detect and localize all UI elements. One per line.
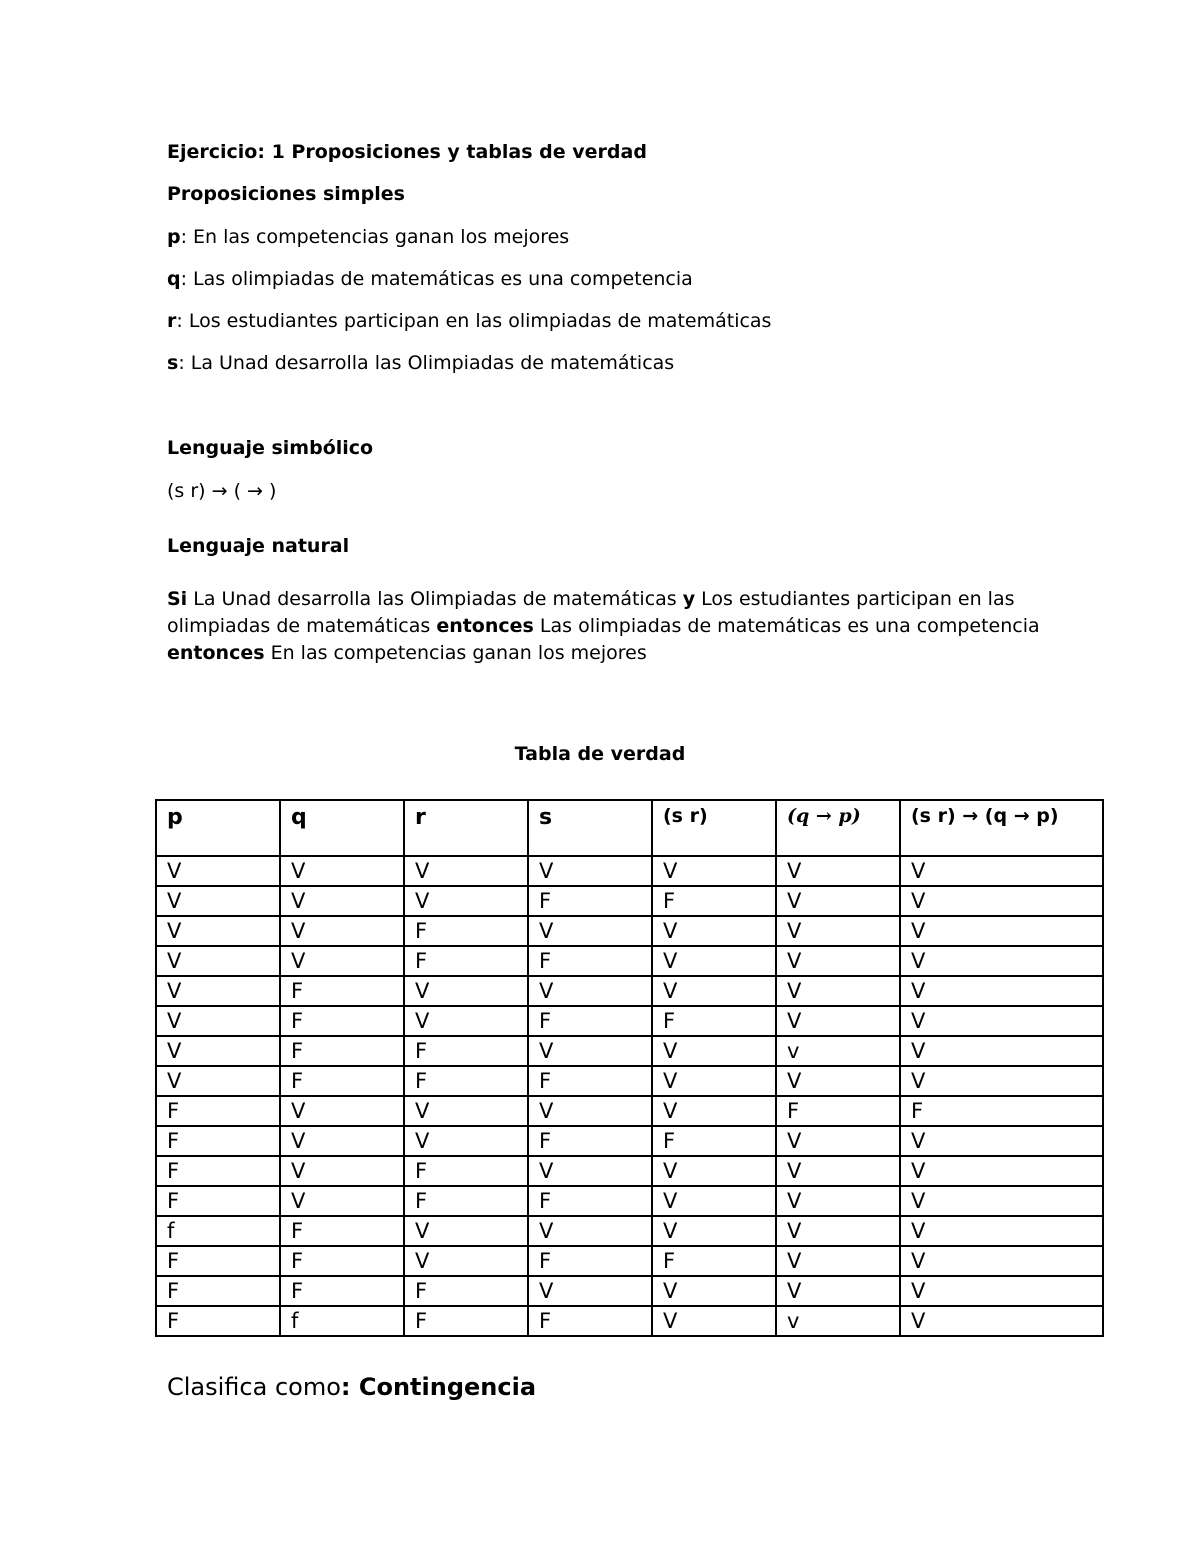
truth-table-header-row [156,800,1103,856]
table-cell: V [776,1276,900,1306]
proposition-text: : Los estudiantes participan en las olimpiadas de matemáticas [176,310,772,332]
table-cell: F [528,1186,652,1216]
table-cell: F [280,976,404,1006]
table-cell: F [156,1186,280,1216]
table-cell: V [776,1216,900,1246]
table-cell: F [404,1276,528,1306]
table-cell: F [404,1186,528,1216]
truth-table-body [156,856,1103,1336]
proposition-var: r [167,310,177,332]
proposition-s [167,352,674,374]
proposition-text: : En las competencias ganan los mejores [180,226,570,248]
table-cell: V [900,976,1103,1006]
symbolic-language-heading: Lenguaje simbólico [167,437,374,459]
table-cell: F [404,1036,528,1066]
table-cell: F [280,1036,404,1066]
table-row [156,916,1103,946]
table-cell: V [900,946,1103,976]
table-cell: V [900,886,1103,916]
column-header-s-and-r: (s r) [652,800,776,856]
table-row [156,1036,1103,1066]
table-cell: F [528,1066,652,1096]
natural-connective: y [682,588,696,610]
table-cell: V [900,856,1103,886]
proposition-text: : La Unad desarrolla las Olimpiadas de matemáticas [178,352,675,374]
table-cell: V [528,916,652,946]
column-header-p: p [156,800,280,856]
table-cell: V [900,1066,1103,1096]
table-cell: F [652,1246,776,1276]
table-cell: V [280,1096,404,1126]
table-cell: V [652,1156,776,1186]
table-cell: F [156,1246,280,1276]
natural-language-heading: Lenguaje natural [167,535,350,557]
table-cell: V [528,976,652,1006]
table-cell: V [652,946,776,976]
proposition-q [167,268,693,290]
table-cell: V [652,976,776,1006]
table-cell: F [528,1126,652,1156]
table-row [156,886,1103,916]
table-cell: F [156,1096,280,1126]
table-cell: V [404,1216,528,1246]
table-cell: V [280,916,404,946]
table-cell: V [652,1036,776,1066]
table-cell: V [652,856,776,886]
table-cell: F [404,946,528,976]
table-cell: V [528,1036,652,1066]
natural-language-paragraph [167,586,1047,667]
table-cell: V [528,1156,652,1186]
table-cell: F [280,1246,404,1276]
table-cell: V [900,1246,1103,1276]
table-cell: V [776,1186,900,1216]
table-cell: V [652,1306,776,1336]
column-header-q: q [280,800,404,856]
table-cell: F [776,1096,900,1126]
table-cell: V [404,976,528,1006]
classification-label: Clasifica como [167,1373,341,1401]
natural-connective: Si [167,588,188,610]
table-cell: V [528,1216,652,1246]
table-cell: V [900,1276,1103,1306]
table-cell: V [528,856,652,886]
proposition-var: q [167,268,181,290]
table-cell: V [156,1006,280,1036]
table-cell: F [404,1306,528,1336]
table-cell: F [528,946,652,976]
table-cell: V [404,886,528,916]
natural-connective: entonces [167,642,265,664]
table-cell: F [900,1096,1103,1126]
table-cell: V [280,856,404,886]
proposition-var: p [167,226,181,248]
table-cell: V [776,1006,900,1036]
table-cell: V [156,886,280,916]
table-cell: F [404,1156,528,1186]
table-cell: V [652,1096,776,1126]
table-cell: V [404,1246,528,1276]
classification-value: : Contingencia [340,1373,537,1401]
table-cell: V [776,1246,900,1276]
table-row [156,1096,1103,1126]
table-cell: V [652,1066,776,1096]
table-row [156,1066,1103,1096]
table-cell: V [156,856,280,886]
table-cell: V [156,976,280,1006]
table-cell: F [652,1006,776,1036]
table-cell: V [900,916,1103,946]
column-header-full-expression: (s r) → (q → p) [900,800,1103,856]
proposition-text: : Las olimpiadas de matemáticas es una competencia [180,268,693,290]
table-cell: V [652,916,776,946]
table-cell: F [652,1126,776,1156]
proposition-var: s [167,352,179,374]
table-row [156,1306,1103,1336]
table-cell: V [404,1006,528,1036]
table-row [156,1186,1103,1216]
table-cell: F [280,1216,404,1246]
table-cell: f [280,1306,404,1336]
table-row [156,976,1103,1006]
table-row [156,946,1103,976]
table-cell: V [280,1156,404,1186]
table-cell: F [280,1006,404,1036]
table-cell: V [156,946,280,976]
table-cell: v [776,1306,900,1336]
table-row [156,856,1103,886]
table-cell: V [776,856,900,886]
table-row [156,1006,1103,1036]
table-cell: V [776,1126,900,1156]
table-row [156,1126,1103,1156]
table-cell: V [280,946,404,976]
column-header-q-implies-p: (q → p) [776,800,900,856]
table-cell: F [528,1246,652,1276]
table-cell: V [156,916,280,946]
table-cell: F [156,1156,280,1186]
table-cell: f [156,1216,280,1246]
natural-connective: entonces [436,615,534,637]
classification [167,1373,536,1401]
table-cell: V [900,1216,1103,1246]
table-cell: V [776,1066,900,1096]
table-cell: V [280,1126,404,1156]
table-cell: F [652,886,776,916]
table-cell: V [776,1156,900,1186]
table-cell: V [280,1186,404,1216]
table-row [156,1276,1103,1306]
document-title: Ejercicio: 1 Proposiciones y tablas de verdad [167,141,647,163]
table-cell: V [404,1096,528,1126]
table-cell: V [776,886,900,916]
truth-table-title: Tabla de verdad [514,743,686,765]
table-cell: F [528,1006,652,1036]
natural-text: La Unad desarrolla las Olimpiadas de matemáticas [187,588,683,610]
proposition-r [167,310,771,332]
natural-text: En las competencias ganan los mejores [264,642,647,664]
proposition-p [167,226,569,248]
natural-text: Los estudiantes participan en las olimpiadas de matemáticas [167,588,1015,637]
table-cell: V [900,1186,1103,1216]
column-header-r: r [404,800,528,856]
truth-table [155,799,1104,1337]
table-row [156,1156,1103,1186]
symbolic-expression: (s r) → ( → ) [167,480,277,502]
table-cell: V [156,1036,280,1066]
table-cell: V [900,1156,1103,1186]
table-cell: F [156,1126,280,1156]
natural-text: Las olimpiadas de matemáticas es una competencia [533,615,1040,637]
table-cell: F [528,886,652,916]
table-cell: F [280,1276,404,1306]
table-cell: V [776,946,900,976]
table-cell: V [776,976,900,1006]
table-cell: F [528,1306,652,1336]
table-cell: F [156,1276,280,1306]
table-cell: V [404,1126,528,1156]
simple-propositions-heading: Proposiciones simples [167,183,405,205]
table-cell: V [652,1276,776,1306]
table-cell: F [156,1306,280,1336]
table-cell: V [652,1216,776,1246]
table-cell: V [776,916,900,946]
table-cell: V [652,1186,776,1216]
table-cell: v [776,1036,900,1066]
table-cell: F [280,1066,404,1096]
table-cell: V [900,1126,1103,1156]
table-cell: V [900,1306,1103,1336]
table-row [156,1216,1103,1246]
table-cell: F [404,916,528,946]
table-cell: V [156,1066,280,1096]
table-cell: V [528,1096,652,1126]
table-cell: V [280,886,404,916]
table-cell: V [900,1036,1103,1066]
table-cell: F [404,1066,528,1096]
table-cell: V [528,1276,652,1306]
table-row [156,1246,1103,1276]
column-header-s: s [528,800,652,856]
table-cell: V [404,856,528,886]
table-cell: V [900,1006,1103,1036]
